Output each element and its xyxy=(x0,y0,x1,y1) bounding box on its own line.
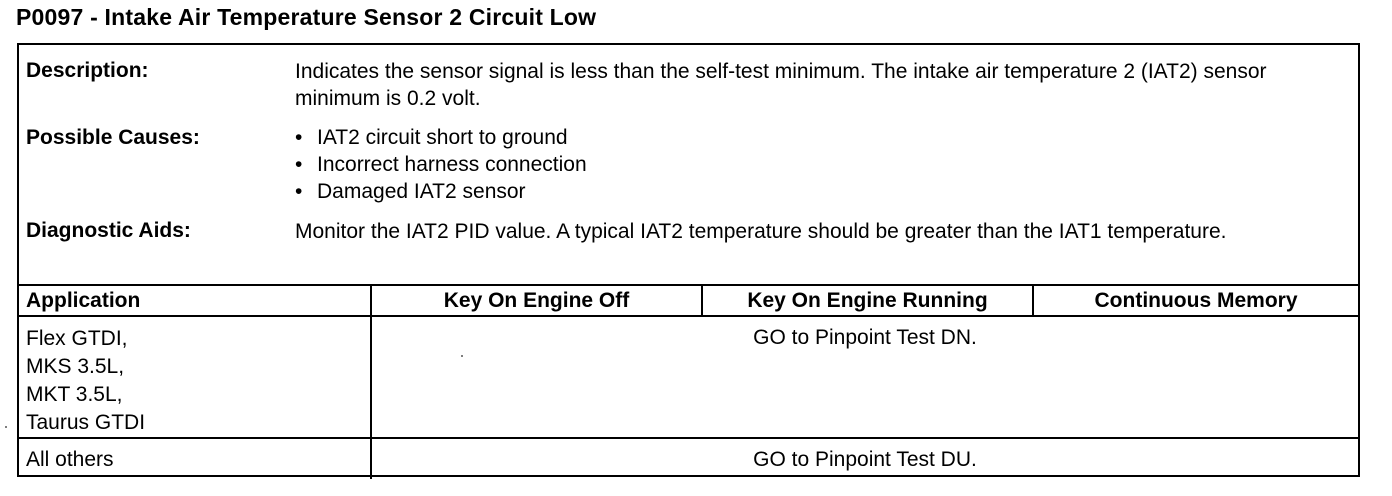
table-row-1-action: GO to Pinpoint Test DN. xyxy=(753,326,977,349)
table-row-2-action: GO to Pinpoint Test DU. xyxy=(753,448,977,471)
list-item: • IAT2 circuit short to ground xyxy=(295,126,568,149)
diagnostic-aids-text: Monitor the IAT2 PID value. A typical IAT2 temperature should be greater than the IAT1 temperature. xyxy=(295,220,1227,243)
row-divider xyxy=(19,437,1358,439)
header-continuous-memory: Continuous Memory xyxy=(1094,289,1298,312)
table-row-2-application: All others xyxy=(26,448,114,471)
list-item: • Damaged IAT2 sensor xyxy=(295,180,526,203)
header-application: Application xyxy=(26,289,141,312)
description-text: Indicates the sensor signal is less than the self-test minimum. The intake air temperature 2 (IAT2) sensor minimum is 0.2 volt. xyxy=(295,60,1267,110)
possible-causes-list xyxy=(295,124,1350,205)
table-row-1-application: Flex GTDI, MKS 3.5L, MKT 3.5L, Taurus GTDI xyxy=(26,327,146,434)
possible-causes-label: Possible Causes: xyxy=(26,126,200,149)
scan-speck xyxy=(5,426,7,428)
diagnostic-aids-label: Diagnostic Aids: xyxy=(26,219,191,242)
header-key-on-engine-running: Key On Engine Running xyxy=(747,289,988,312)
list-item: • Incorrect harness connection xyxy=(295,153,587,176)
page-title: P0097 - Intake Air Temperature Sensor 2 Circuit Low xyxy=(16,4,597,30)
scan-speck xyxy=(461,355,463,357)
description-label: Description: xyxy=(26,59,149,82)
dtc-info-box xyxy=(17,43,1360,477)
header-key-on-engine-off: Key On Engine Off xyxy=(443,289,630,312)
